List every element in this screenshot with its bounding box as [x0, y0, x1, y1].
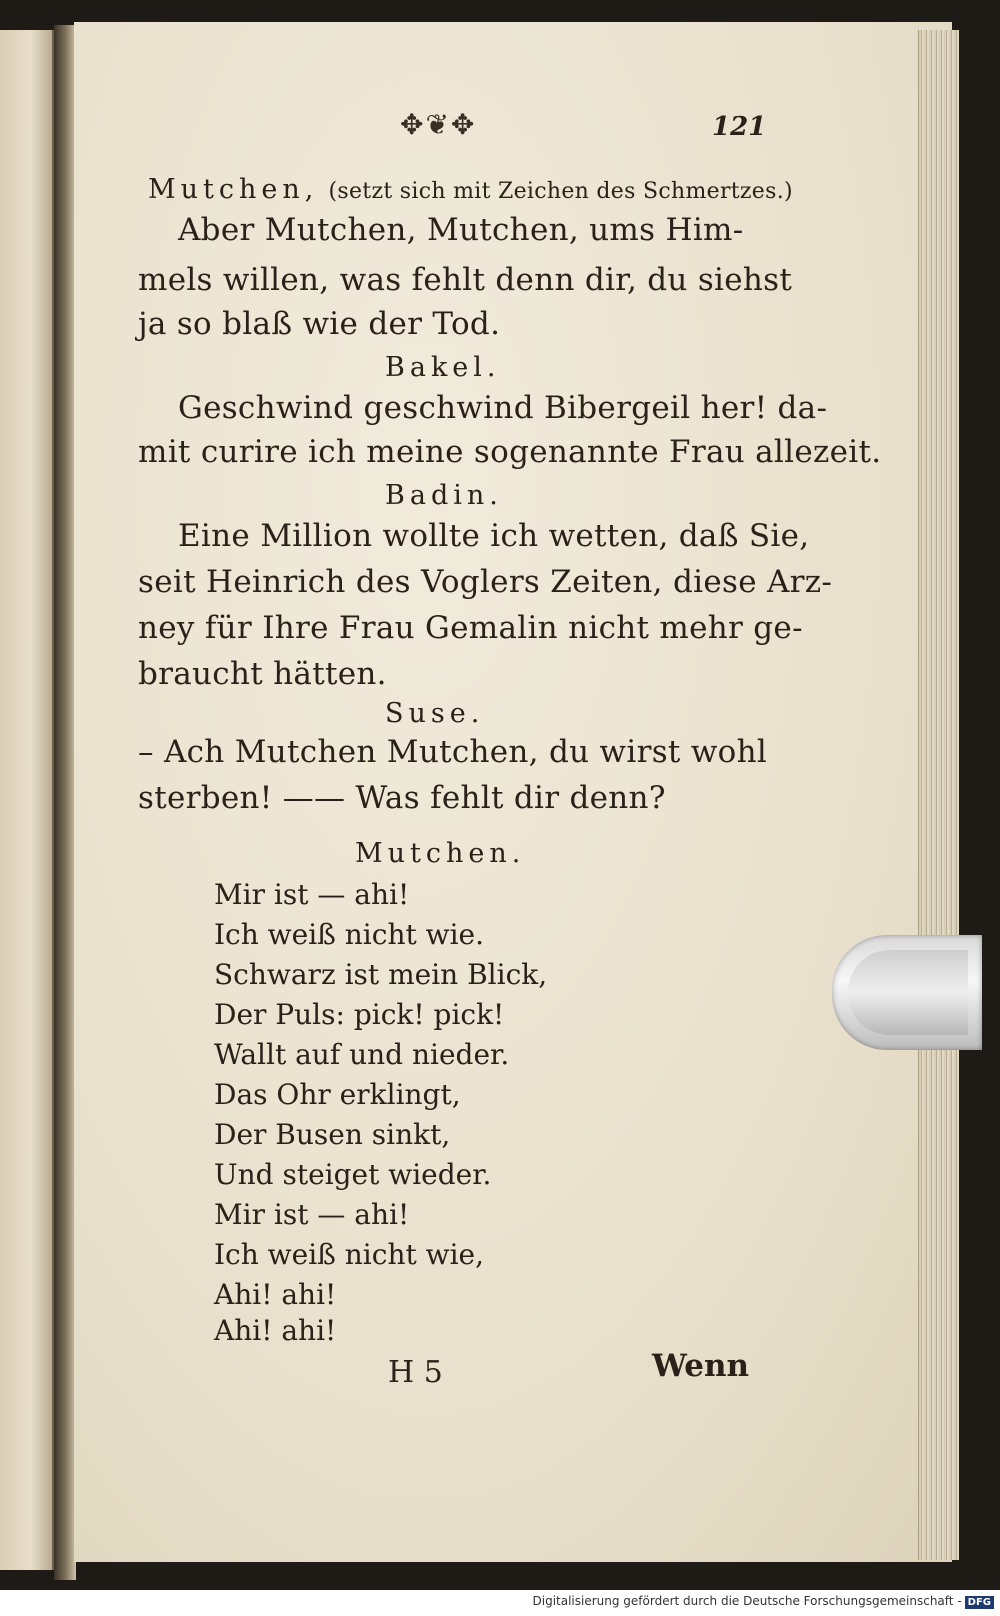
text-line: sterben! —— Was fehlt dir denn?	[138, 780, 666, 816]
left-page-edge	[0, 30, 54, 1570]
verse-line: Das Ohr erklingt,	[214, 1078, 461, 1111]
verse-line: Ahi! ahi!	[214, 1314, 337, 1347]
speaker-name: Suse.	[385, 698, 485, 729]
verse-line: Der Busen sinkt,	[214, 1118, 451, 1151]
verse-line: Ich weiß nicht wie,	[214, 1238, 485, 1271]
header-ornament: ✥❦✥	[400, 108, 477, 141]
text-line: Eine Million wollte ich wetten, daß Sie,	[178, 518, 810, 554]
dfg-logo: DFG	[965, 1596, 994, 1609]
speaker-line	[148, 170, 793, 206]
verse-line: Der Puls: pick! pick!	[214, 998, 505, 1031]
stage-direction: (setzt sich mit Zeichen des Schmertzes.)	[328, 179, 793, 204]
verse-line: Ahi! ahi!	[214, 1278, 337, 1311]
speaker-name: Mutchen.	[355, 838, 526, 869]
text-line: Geschwind geschwind Bibergeil her! da-	[178, 390, 828, 426]
text-line: Aber Mutchen, Mutchen, ums Him-	[178, 212, 744, 248]
speaker-name: Badin.	[385, 480, 503, 511]
text-line: mit curire ich meine sogenannte Frau allezeit.	[138, 434, 882, 470]
verse-line: Schwarz ist mein Blick,	[214, 958, 548, 991]
verse-line: Ich weiß nicht wie.	[214, 918, 485, 951]
text-line: seit Heinrich des Voglers Zeiten, diese Arz-	[138, 564, 833, 600]
text-line: ney für Ihre Frau Gemalin nicht mehr ge-	[138, 610, 803, 646]
verse-line: Mir ist — ahi!	[214, 1198, 410, 1231]
page-number: 121	[712, 112, 767, 142]
speaker-name: Bakel.	[385, 352, 501, 383]
page-clip-highlight	[848, 950, 968, 1035]
speaker-name: Mutchen,	[148, 174, 319, 205]
page-stack-edge	[918, 30, 959, 1560]
footer-text: Digitalisierung gefördert durch die Deutsche Forschungsgemeinschaft -	[532, 1594, 962, 1608]
text-line: – Ach Mutchen Mutchen, du wirst wohl	[138, 734, 768, 770]
text-line: mels willen, was fehlt denn dir, du siehst	[138, 262, 793, 298]
verse-line: Wallt auf und nieder.	[214, 1038, 510, 1071]
digitization-footer	[533, 1594, 995, 1609]
verse-line: Mir ist — ahi!	[214, 878, 410, 911]
text-line: braucht hätten.	[138, 656, 387, 692]
verse-line: Und steiget wieder.	[214, 1158, 492, 1191]
text-line: ja so blaß wie der Tod.	[138, 306, 501, 342]
signature-mark: H 5	[388, 1355, 443, 1390]
catchword: Wenn	[652, 1348, 750, 1384]
book-gutter	[54, 25, 76, 1580]
